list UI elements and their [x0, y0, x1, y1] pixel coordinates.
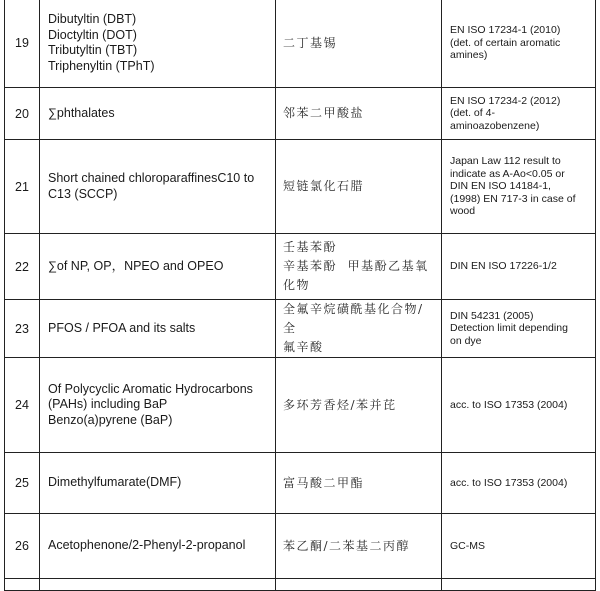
standard-line: wood — [450, 205, 476, 218]
row-number-empty — [5, 579, 40, 591]
substance-line: Dibutyltin (DBT) — [48, 12, 137, 26]
standard-line: DIN EN ISO 17226-1/2 — [450, 260, 557, 273]
row-number: 20 — [5, 88, 40, 140]
table-body — [5, 0, 596, 591]
substance-line: Short chained chloroparaffinesC10 to — [48, 171, 255, 185]
substance-cell — [40, 514, 276, 579]
chinese-name-line: 多环芳香烃/苯并芘 — [283, 397, 397, 412]
test-standard-cell — [442, 234, 596, 300]
chinese-name-cell — [276, 514, 442, 579]
table-row — [5, 453, 596, 514]
standard-line: DIN EN ISO 14184-1, — [450, 180, 551, 193]
row-number: 19 — [5, 0, 40, 88]
row-number: 25 — [5, 453, 40, 514]
substance-line: ∑of NP, OP，NPEO and OPEO — [48, 258, 224, 273]
chinese-name-line: 富马酸二甲酯 — [283, 475, 365, 490]
row-number: 24 — [5, 358, 40, 453]
chinese-name-line: 壬基苯酚 — [283, 240, 338, 254]
chinese-name-line: 化物 — [283, 278, 311, 292]
table-row-partial — [5, 579, 596, 591]
chinese-name-cell — [276, 234, 442, 300]
substance-table — [4, 0, 596, 591]
table-row — [5, 234, 596, 300]
chinese-name-line: 短链氯化石腊 — [283, 179, 365, 193]
standard-line: indicate as A-Ao<0.05 or — [450, 167, 565, 180]
test-standard-cell — [442, 514, 596, 579]
substance-cell — [40, 300, 276, 358]
substance-line: Acetophenone/2-Phenyl-2-propanol — [48, 538, 246, 553]
test-standard-cell — [442, 0, 596, 88]
table-row — [5, 300, 596, 358]
standard-line: aminoazobenzene) — [450, 119, 540, 132]
row-number: 21 — [5, 140, 40, 234]
standard-line: on dye — [450, 334, 482, 347]
table-row — [5, 0, 596, 88]
table-row — [5, 140, 596, 234]
substance-cell — [40, 358, 276, 453]
test-standard-cell-empty — [442, 579, 596, 591]
standard-line: EN ISO 17234-1 (2010) — [450, 24, 561, 37]
standard-line: (1998) EN 717-3 in case of — [450, 192, 576, 205]
substance-line: PFOS / PFOA and its salts — [48, 320, 196, 335]
substance-line: Tributyltin (TBT) — [48, 43, 138, 57]
table-row — [5, 514, 596, 579]
substance-cell — [40, 88, 276, 140]
chinese-name-line: 二丁基锡 — [283, 35, 338, 50]
substance-line: Of Polycyclic Aromatic Hydrocarbons — [48, 381, 253, 396]
substance-cell — [40, 0, 276, 88]
substance-line: ∑phthalates — [48, 105, 115, 120]
substance-cell — [40, 234, 276, 300]
standard-line: GC-MS — [450, 539, 485, 552]
test-standard-cell — [442, 140, 596, 234]
chinese-name-cell-empty — [276, 579, 442, 591]
table-row — [5, 358, 596, 453]
chinese-name-line: 邻苯二甲酸盐 — [283, 106, 365, 120]
standard-line: acc. to ISO 17353 (2004) — [450, 476, 568, 489]
standard-line: Detection limit depending — [450, 322, 568, 335]
substance-line: Triphenyltin (TPhT) — [48, 58, 155, 73]
test-standard-cell — [442, 300, 596, 358]
standard-line: (det. of 4- — [450, 107, 495, 120]
test-standard-cell — [442, 358, 596, 453]
chinese-name-line: 辛基苯酚 甲基酚乙基氧 — [283, 259, 429, 273]
test-standard-cell — [442, 88, 596, 140]
test-standard-cell — [442, 453, 596, 514]
standard-line: amines) — [450, 49, 488, 62]
chinese-name-line: 全氟辛烷磺酰基化合物/全 — [283, 302, 424, 335]
row-number: 22 — [5, 234, 40, 300]
standard-line: DIN 54231 (2005) — [450, 309, 534, 322]
chinese-name-cell — [276, 358, 442, 453]
standard-line: acc. to ISO 17353 (2004) — [450, 398, 568, 411]
chinese-name-cell — [276, 300, 442, 358]
chinese-name-line: 苯乙酮/二苯基二丙醇 — [283, 538, 411, 553]
substance-line: Dimethylfumarate(DMF) — [48, 475, 182, 490]
substance-cell — [40, 453, 276, 514]
chinese-name-cell — [276, 453, 442, 514]
row-number: 26 — [5, 514, 40, 579]
chinese-name-cell — [276, 88, 442, 140]
standard-line: (det. of certain aromatic — [450, 36, 561, 49]
substance-line: (PAHs) including BaP — [48, 397, 168, 412]
substance-line: Dioctyltin (DOT) — [48, 27, 137, 42]
substance-line: C13 (SCCP) — [48, 186, 118, 201]
substance-cell — [40, 140, 276, 234]
row-number: 23 — [5, 300, 40, 358]
chinese-name-cell — [276, 0, 442, 88]
standard-line: Japan Law 112 result to — [450, 155, 561, 168]
chinese-name-cell — [276, 140, 442, 234]
chinese-name-line: 氟辛酸 — [283, 340, 324, 354]
table-row — [5, 88, 596, 140]
standard-line: EN ISO 17234-2 (2012) — [450, 94, 561, 107]
substance-line: Benzo(a)pyrene (BaP) — [48, 412, 173, 427]
substance-cell-empty — [40, 579, 276, 591]
